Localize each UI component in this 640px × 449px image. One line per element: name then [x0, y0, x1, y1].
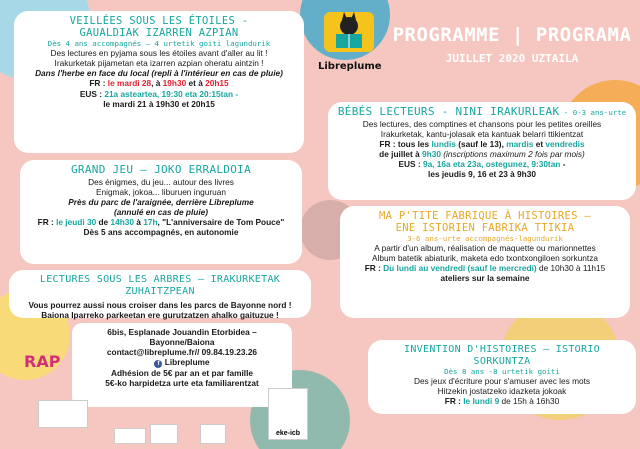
lectures-title: LECTURES SOUS LES ARBRES – IRAKURKETAK ZUHAITZPEAN: [39, 274, 281, 297]
veillees-title-eus: GAUALDIAK IZARREN AZPIAN: [79, 27, 239, 40]
fabrique-title-eus: ENE ISTORIEN FABRIKA TTIKIA: [395, 222, 575, 235]
contact-email-phone[interactable]: contact@libreplume.fr// 09.84.19.23.26: [106, 347, 258, 358]
facebook-icon: f: [154, 360, 162, 368]
fabrique-desc-fr: A partir d'un album, réalisation de maquette ou marionnettes: [374, 243, 596, 254]
lectures-desc-eus: Baiona Iparreko parkeetan ere gurutzatzen ahalko gaituzue !: [41, 310, 279, 321]
veillees-fr-line: FR : le mardi 28, à 19h30 et à 20h15: [89, 78, 229, 89]
invention-desc-eus: Hitzekin jostatzeko idazketa jokoak: [437, 386, 567, 397]
grandjeu-fr-line: FR : le jeudi 30 de 14h30 à 17h, "L'anniversaire de Tom Pouce": [37, 217, 285, 228]
cat-reading-icon: [318, 8, 380, 56]
invention-age: Dès 8 ans -8 urtetik goiti: [444, 367, 560, 376]
lectures-desc-fr: Vous pourrez aussi nous croiser dans les parcs de Bayonne nord !: [28, 300, 292, 310]
fabrique-fr-line: FR : Du lundi au vendredi (sauf le mercredi) de 10h30 à 11h15: [364, 263, 606, 274]
bebes-fr-line2: de juillet à 9h30 (inscriptions maximum 2 fois par mois): [379, 148, 585, 159]
eke-logo: eke-icb: [268, 388, 308, 440]
invention-card: [368, 340, 636, 414]
grandjeu-location: Près du parc de l'araignée, derrière Libreplume: [68, 196, 254, 207]
logo-text: Libreplume: [318, 61, 382, 72]
lectures-card: [9, 270, 311, 321]
invention-fr-line: FR : le lundi 9 de 15h à 16h30: [444, 396, 560, 407]
address-line1: 6bis, Esplanade Jouandin Etorbidea –: [107, 327, 257, 337]
membership-fr: Adhésion de 5€ par an et par famille: [110, 368, 253, 379]
bebes-desc-fr: Des lectures, des comptines et chansons pour les petites oreilles: [362, 118, 602, 129]
header-title: PROGRAMME | PROGRAMA: [392, 24, 632, 46]
bebes-eus-line2: les jeudis 9, 16 et 23 à 9h30: [428, 169, 536, 180]
fabrique-desc-eus: Album batetik abiaturik, maketa edo txontxongiloen sorkuntza: [372, 253, 598, 264]
address-line2: Bayonne/Baiona: [149, 337, 215, 348]
caf-logo: [200, 424, 226, 444]
veillees-card: [14, 11, 304, 153]
bebes-eus-line: EUS : 9a, 16a eta 23a, ostegunez, 9:30tan -: [398, 159, 566, 170]
veillees-location: Dans l'herbe en face du local (repli à l'intérieur en cas de pluie): [35, 68, 283, 79]
veillees-desc-eus: Irakurketak pijametan eta izarren azpian oheratu aintzin !: [54, 58, 264, 69]
bebes-fr-line: FR : tous les lundis (sauf le 13), mardis et vendredis: [379, 138, 585, 149]
membership-eus: 5€-ko harpidetza urte eta familiarentzat: [105, 378, 259, 389]
bebes-title: BÉBÉS LECTEURS - NINI IRAKURLEAK - 0-3 ans-urte: [337, 105, 627, 118]
bebes-desc-eus: Irakurketak, kantu-jolasak eta kantuak belarri ttikientzat: [380, 128, 584, 139]
facebook-line[interactable]: f Libreplume: [78, 357, 286, 368]
fabrique-title-fr: MA P'TITE FABRIQUE À HISTOIRES –: [379, 210, 591, 222]
ville-bayonne-logo: [114, 428, 146, 444]
grandjeu-desc-fr: Des énigmes, du jeu... autour des livres: [88, 176, 234, 187]
bebes-card: [328, 102, 636, 200]
veillees-title-fr: VEILLÉES SOUS LES ÉTOILES -: [69, 15, 249, 27]
grandjeu-age: Dès 5 ans accompagnés, en autonomie: [83, 227, 239, 238]
veillees-eus-line: EUS : 21a asteartea, 19:30 eta 20:15tan -: [79, 88, 239, 99]
veillees-age: Dès 4 ans accompagnés – 4 urtetik goiti lagundurik: [47, 39, 271, 49]
contact-card: [72, 323, 292, 407]
invention-desc-fr: Des jeux d'écriture pour s'amuser avec les mots: [413, 376, 591, 387]
invention-title: INVENTION D'HISTOIRES – ISTORIO SORKUNTZA: [404, 344, 600, 367]
fabrique-note: ateliers sur la semaine: [440, 273, 530, 284]
veillees-eus-line2: le mardi 21 à 19h30 et 20h15: [103, 98, 215, 109]
rap-logo: RAP: [24, 352, 61, 371]
fabrique-age: 3-6 ans-urte accompagnés-lagundurik: [407, 234, 563, 244]
fabrique-card: [340, 206, 630, 318]
euskara-office-logo: [38, 400, 88, 428]
prefet-logo: [150, 424, 178, 444]
grandjeu-title: GRAND JEU – JOKO ERRALDOIA: [71, 163, 251, 176]
veillees-desc-fr: Des lectures en pyjama sous les étoiles avant d'aller au lit !: [50, 48, 268, 59]
libreplume-logo: [318, 8, 382, 72]
header-subtitle: JUILLET 2020 UZTAILA: [445, 52, 579, 65]
grandjeu-cancel: (annulé en cas de pluie): [113, 206, 209, 217]
grandjeu-desc-eus: Enigmak, jokoa... liburuen inguruan: [95, 186, 227, 197]
grandjeu-card: [20, 160, 302, 264]
